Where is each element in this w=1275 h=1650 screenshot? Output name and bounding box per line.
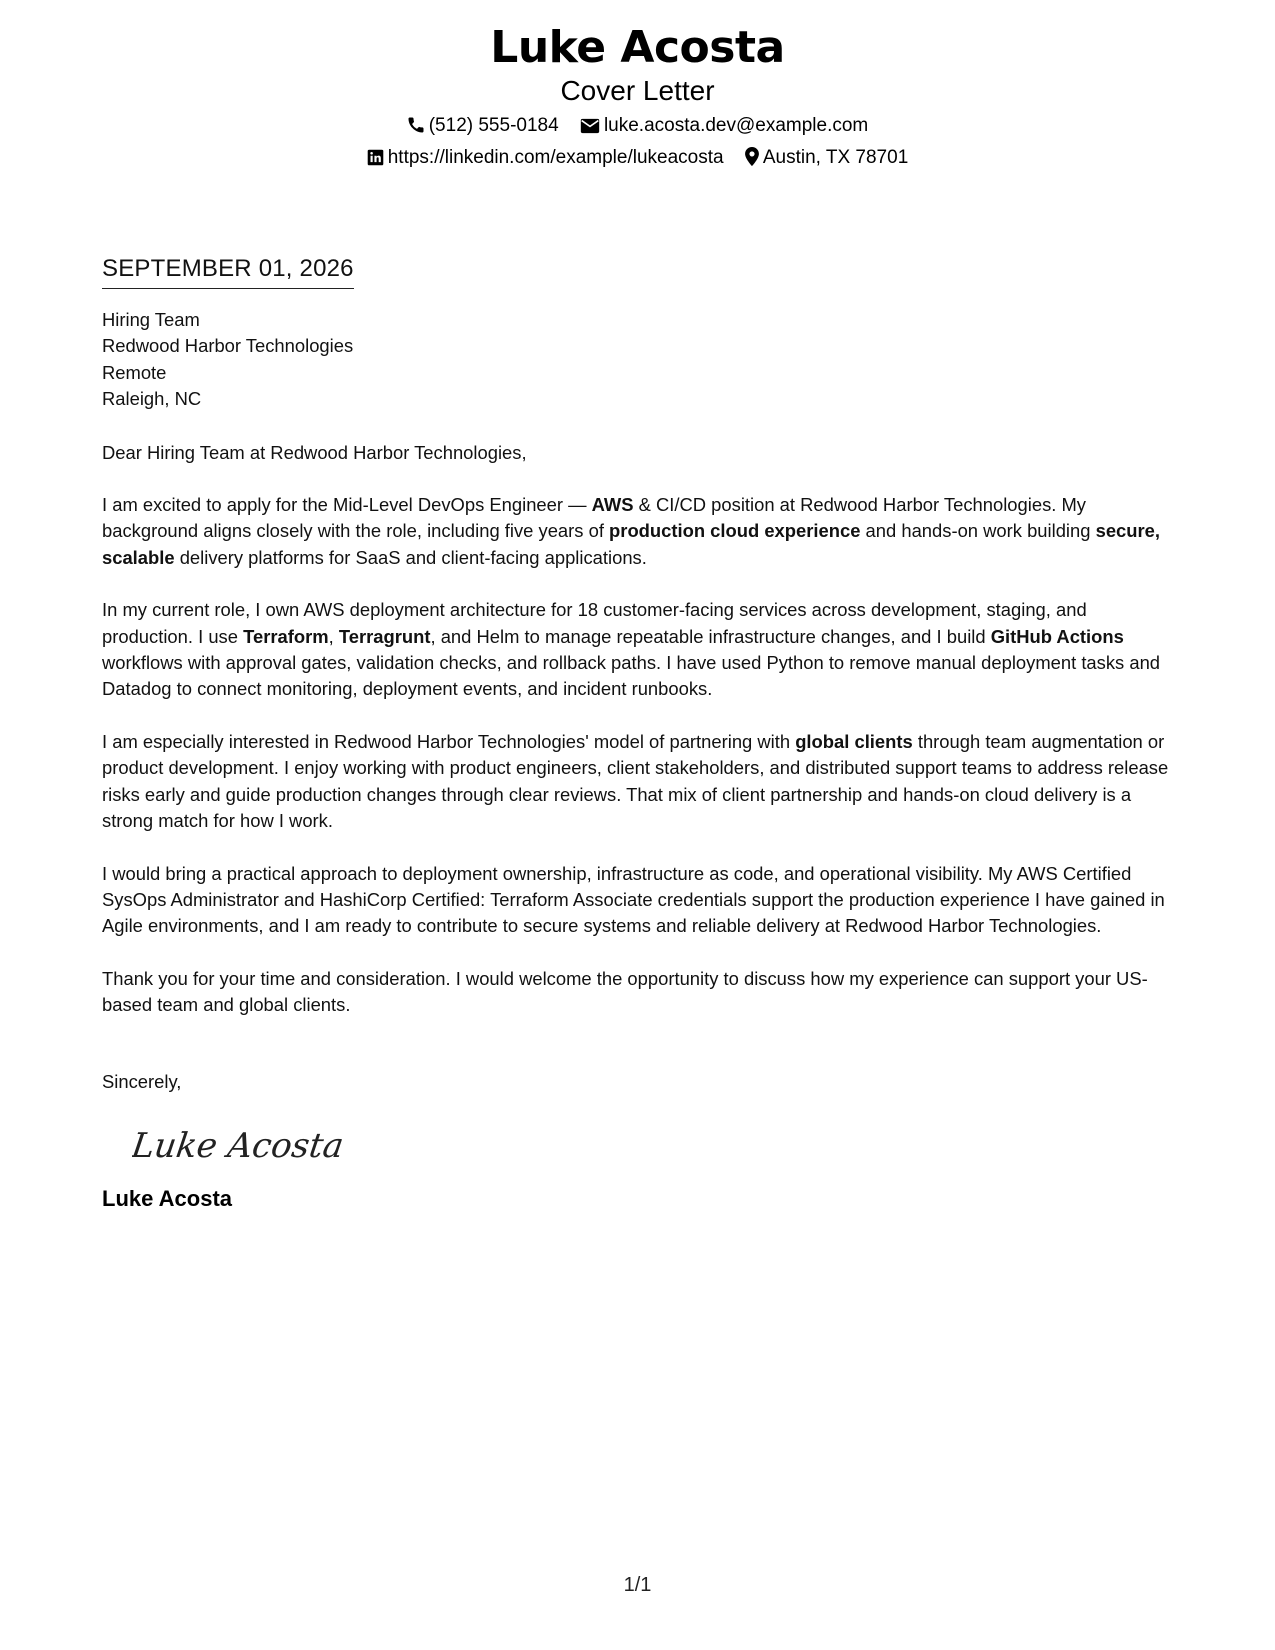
paragraph-current-role <box>102 597 1172 703</box>
applicant-name: Luke Acosta <box>490 22 785 73</box>
paragraph-thanks: Thank you for your time and consideration. I would welcome the opportunity to discuss how my experience can support your US-based team and global clients. <box>102 967 1148 1016</box>
letter-date: SEPTEMBER 01, 2026 <box>102 254 354 289</box>
letter-body <box>102 254 1172 1213</box>
closing: Sincerely, <box>102 1070 182 1092</box>
paragraph-intro <box>102 492 1172 571</box>
para-text: through team augmentation or product development. I enjoy working with product engineers, client stakeholders, and distributed support teams to address release risks early and guide production changes through clear reviews. That mix of client partnership and hands-on cloud delivery is a strong match for how I work. <box>102 730 1169 832</box>
paragraph-approach: I would bring a practical approach to deployment ownership, infrastructure as code, and operational visibility. My AWS Certified SysOps Administrator and HashiCorp Certified: Terraform Associate credentials support the production experience I have gained in Agile environments, and I am ready to contribute to secure systems and reliable delivery at Redwood Harbor Technologies. <box>102 862 1165 937</box>
salutation: Dear Hiring Team at Redwood Harbor Technologies, <box>102 441 527 463</box>
recipient-line: Remote <box>102 361 167 383</box>
para-text: delivery platforms for SaaS and client-facing applications. <box>174 546 647 568</box>
para-bold: AWS <box>591 494 634 516</box>
para-text: I am especially interested in Redwood Harbor Technologies' model of partnering with <box>102 730 796 752</box>
phone-contact <box>407 110 559 142</box>
para-bold: production cloud experience <box>609 520 861 542</box>
linkedin-contact[interactable] <box>367 142 724 174</box>
recipient-location: Raleigh, NC <box>102 388 202 410</box>
para-text: In my current role, I own AWS deployment architecture for 18 customer-facing services across development, staging, and production. I use <box>102 599 1087 647</box>
phone-number: (512) 555-0184 <box>428 115 559 136</box>
letter-header <box>0 22 1275 174</box>
paragraph-interest <box>102 729 1172 835</box>
para-text: and hands-on work building <box>860 520 1096 542</box>
email-contact[interactable] <box>580 110 868 142</box>
signature-text: Luke Acosta <box>132 1126 347 1166</box>
recipient-line: Hiring Team <box>102 309 200 330</box>
handwritten-signature <box>132 1117 352 1173</box>
para-bold: GitHub Actions <box>990 625 1124 647</box>
para-text: I am excited to apply for the Mid-Level DevOps Engineer — <box>102 494 592 516</box>
location-text: Austin, TX 78701 <box>762 147 909 168</box>
signed-name: Luke Acosta <box>102 1185 233 1211</box>
para-text: workflows with approval gates, validation checks, and rollback paths. I have used Python to remove manual deployment tasks and Datadog to connect monitoring, deployment events, and incident runbooks. <box>102 652 1161 700</box>
recipient-company: Redwood Harbor Technologies <box>102 335 354 357</box>
map-pin-icon <box>745 147 759 166</box>
para-text: , and Helm to manage repeatable infrastructure changes, and I build <box>430 625 991 647</box>
para-bold: Terraform <box>243 625 329 647</box>
linkedin-icon <box>367 149 384 166</box>
para-bold: global clients <box>795 730 913 752</box>
location-contact <box>745 142 908 174</box>
contact-row-2 <box>0 142 1275 174</box>
para-bold: Terragrunt <box>338 625 431 647</box>
envelope-icon <box>580 118 600 134</box>
document-subtitle: Cover Letter <box>560 75 715 106</box>
phone-icon <box>407 116 425 134</box>
para-text: & CI/CD position at Redwood Harbor Technologies. My background aligns closely with the role, including five years of <box>102 494 1087 542</box>
para-text: , <box>328 625 339 647</box>
linkedin-url[interactable]: https://linkedin.com/example/lukeacosta <box>387 147 724 168</box>
email-address[interactable]: luke.acosta.dev@example.com <box>603 115 869 136</box>
para-bold: secure, scalable <box>102 520 1161 568</box>
page-number: 1/1 <box>623 1574 652 1596</box>
contact-row-1 <box>0 110 1275 142</box>
recipient-block <box>102 307 1172 413</box>
